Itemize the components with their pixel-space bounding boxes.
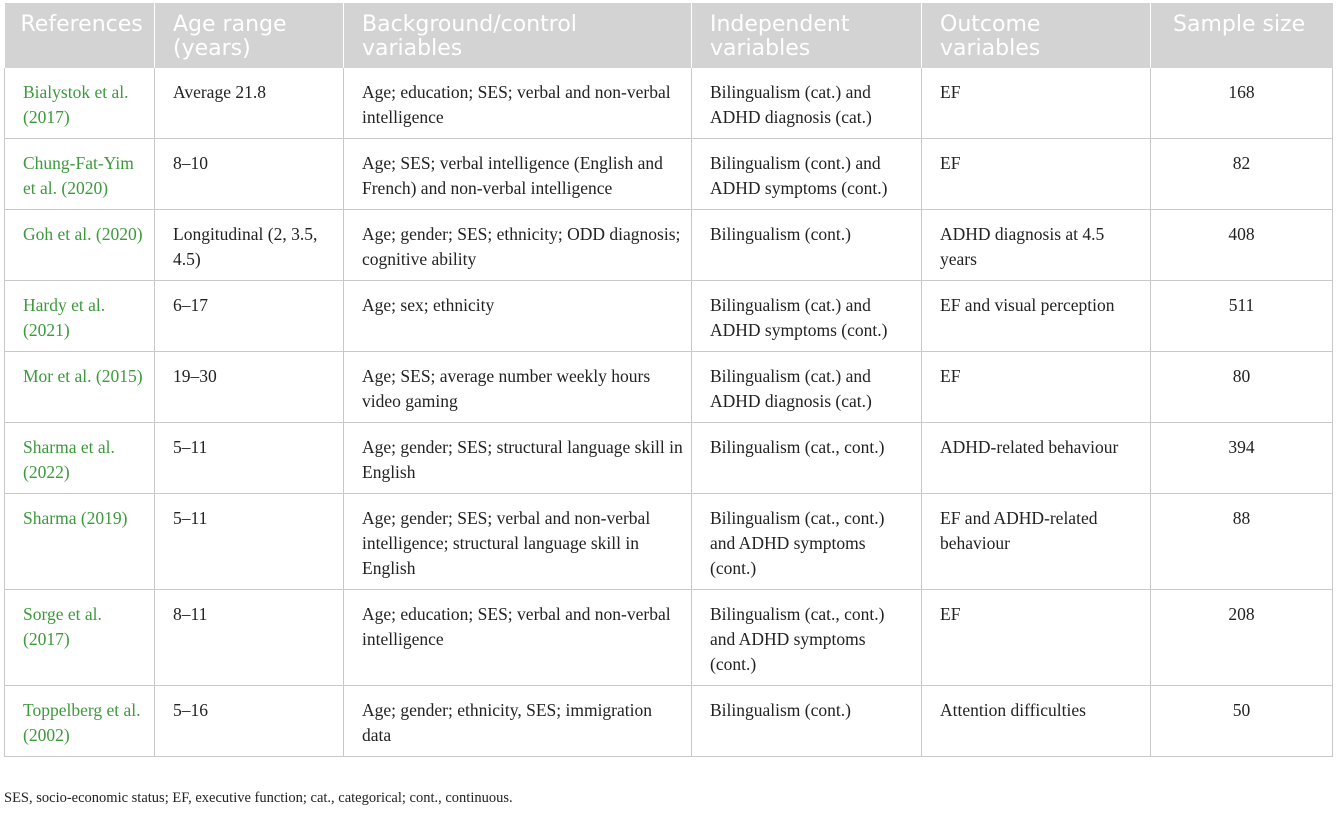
header-row — [5, 3, 1333, 68]
table-body — [5, 68, 1333, 757]
citation-year-link[interactable]: 2019 — [86, 508, 122, 528]
citation-year-link[interactable]: 2020 — [67, 178, 103, 198]
citation-authors: Chung-Fat-Yim et al. ( — [23, 153, 134, 198]
sample-size-cell: 82 — [1151, 139, 1333, 210]
reference-cell — [5, 686, 155, 757]
background-variables-cell: Age; gender; SES; structural language skill in English — [344, 423, 692, 494]
age-range-cell: 6–17 — [155, 281, 344, 352]
sample-size-cell: 88 — [1151, 494, 1333, 590]
table-row — [5, 423, 1333, 494]
citation-authors: Sorge et al. ( — [23, 604, 102, 649]
age-range-cell: Longitudinal (2, 3.5, 4.5) — [155, 210, 344, 281]
citation-close: ) — [136, 224, 143, 244]
reference-cell — [5, 68, 155, 139]
sample-size-cell: 394 — [1151, 423, 1333, 494]
independent-variables-cell: Bilingualism (cat.) and ADHD diagnosis (cat.) — [692, 352, 922, 423]
age-range-cell: 8–11 — [155, 590, 344, 686]
citation-year-link[interactable]: 2022 — [28, 462, 64, 482]
citation-authors: Bialystok et al. ( — [23, 82, 129, 127]
header-outcome-variables: Outcome variables — [922, 3, 1151, 68]
independent-variables-cell: Bilingualism (cat.) and ADHD symptoms (cont.) — [692, 281, 922, 352]
reference-cell — [5, 423, 155, 494]
citation-year-link[interactable]: 2015 — [101, 366, 137, 386]
citation-close: ) — [63, 462, 70, 482]
references-table — [4, 3, 1333, 757]
table-row — [5, 139, 1333, 210]
sample-size-cell: 511 — [1151, 281, 1333, 352]
sample-size-cell: 168 — [1151, 68, 1333, 139]
background-variables-cell: Age; SES; verbal intelligence (English and French) and non-verbal intelligence — [344, 139, 692, 210]
sample-size-cell: 50 — [1151, 686, 1333, 757]
citation-authors: Mor et al. ( — [23, 366, 102, 386]
sample-size-cell: 208 — [1151, 590, 1333, 686]
citation-authors: Toppelberg et al. ( — [23, 700, 141, 745]
independent-variables-cell: Bilingualism (cat., cont.) — [692, 423, 922, 494]
table-row — [5, 281, 1333, 352]
independent-variables-cell: Bilingualism (cat.) and ADHD diagnosis (cat.) — [692, 68, 922, 139]
outcome-variables-cell: EF and visual perception — [922, 281, 1151, 352]
independent-variables-cell: Bilingualism (cont.) and ADHD symptoms (cont.) — [692, 139, 922, 210]
age-range-cell: 8–10 — [155, 139, 344, 210]
independent-variables-cell: Bilingualism (cat., cont.) and ADHD symptoms (cont.) — [692, 590, 922, 686]
independent-variables-cell: Bilingualism (cat., cont.) and ADHD symptoms (cont.) — [692, 494, 922, 590]
header-age-range: Age range (years) — [155, 3, 344, 68]
header-sample-size: Sample size — [1151, 3, 1333, 68]
reference-cell — [5, 590, 155, 686]
table-row — [5, 590, 1333, 686]
table-row — [5, 494, 1333, 590]
age-range-cell: 5–11 — [155, 494, 344, 590]
citation-close: ) — [136, 366, 143, 386]
independent-variables-cell: Bilingualism (cont.) — [692, 210, 922, 281]
citation-authors: Hardy et al. ( — [23, 295, 106, 340]
header-references: References — [5, 3, 155, 68]
citation-year-link[interactable]: 2021 — [28, 320, 64, 340]
background-variables-cell: Age; education; SES; verbal and non-verbal intelligence — [344, 68, 692, 139]
citation-authors: Sharma et al. ( — [23, 437, 115, 482]
reference-cell — [5, 352, 155, 423]
table-row — [5, 210, 1333, 281]
citation-close: ) — [121, 508, 128, 528]
citation-close: ) — [63, 725, 70, 745]
background-variables-cell: Age; gender; SES; ethnicity; ODD diagnosis; cognitive ability — [344, 210, 692, 281]
background-variables-cell: Age; education; SES; verbal and non-verbal intelligence — [344, 590, 692, 686]
outcome-variables-cell: Attention difficulties — [922, 686, 1151, 757]
citation-close: ) — [63, 107, 70, 127]
outcome-variables-cell: EF — [922, 68, 1151, 139]
table-row — [5, 352, 1333, 423]
table-row — [5, 68, 1333, 139]
citation-year-link[interactable]: 2020 — [101, 224, 137, 244]
background-variables-cell: Age; SES; average number weekly hours video gaming — [344, 352, 692, 423]
age-range-cell: 5–16 — [155, 686, 344, 757]
outcome-variables-cell: ADHD diagnosis at 4.5 years — [922, 210, 1151, 281]
independent-variables-cell: Bilingualism (cont.) — [692, 686, 922, 757]
outcome-variables-cell: EF — [922, 590, 1151, 686]
citation-authors: Sharma ( — [23, 508, 87, 528]
outcome-variables-cell: EF and ADHD-related behaviour — [922, 494, 1151, 590]
sample-size-cell: 80 — [1151, 352, 1333, 423]
table-row — [5, 686, 1333, 757]
reference-cell — [5, 494, 155, 590]
background-variables-cell: Age; gender; SES; verbal and non-verbal intelligence; structural language skill in English — [344, 494, 692, 590]
citation-close: ) — [63, 629, 70, 649]
background-variables-cell: Age; gender; ethnicity, SES; immigration data — [344, 686, 692, 757]
citation-year-link[interactable]: 2017 — [28, 629, 64, 649]
age-range-cell: 5–11 — [155, 423, 344, 494]
table-header — [5, 3, 1333, 68]
outcome-variables-cell: EF — [922, 139, 1151, 210]
citation-year-link[interactable]: 2017 — [28, 107, 64, 127]
age-range-cell: Average 21.8 — [155, 68, 344, 139]
citation-close: ) — [63, 320, 70, 340]
table-footnote: SES, socio-economic status; EF, executive function; cat., categorical; cont., continuous. — [4, 790, 513, 806]
header-background-variables: Background/control variables — [344, 3, 692, 68]
outcome-variables-cell: ADHD-related behaviour — [922, 423, 1151, 494]
reference-cell — [5, 139, 155, 210]
header-independent-variables: Independent variables — [692, 3, 922, 68]
citation-close: ) — [102, 178, 109, 198]
age-range-cell: 19–30 — [155, 352, 344, 423]
reference-cell — [5, 281, 155, 352]
sample-size-cell: 408 — [1151, 210, 1333, 281]
citation-year-link[interactable]: 2002 — [28, 725, 64, 745]
background-variables-cell: Age; sex; ethnicity — [344, 281, 692, 352]
outcome-variables-cell: EF — [922, 352, 1151, 423]
citation-authors: Goh et al. ( — [23, 224, 102, 244]
reference-cell — [5, 210, 155, 281]
